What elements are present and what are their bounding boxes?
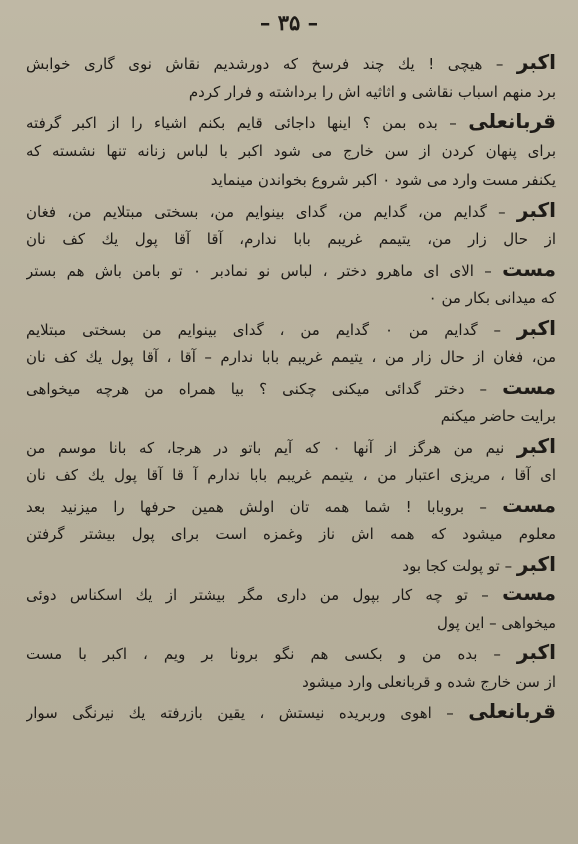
speaker-name: مست [502, 256, 556, 281]
text-line [26, 48, 556, 78]
line-text: – اهوی وربریده نیستش ، یقین بازرفته یك نیرنگی سوار [26, 704, 469, 722]
line-text: – هیچی ! یك چند فرسخ که دورشدیم نقاش نوی گاری خوابش [26, 55, 517, 73]
text-line [26, 432, 556, 462]
text-line [26, 609, 556, 639]
speaker-name: اکبر [516, 640, 556, 664]
speaker-name: مست [502, 374, 556, 399]
speaker-name: اکبر [516, 197, 556, 222]
line-text: – گدایم من، گدایم من، گدای بینوایم من، بسختی مبتلایم من، فغان [26, 202, 517, 221]
text-line [26, 697, 556, 727]
speaker-name: اکبر [516, 315, 556, 340]
line-text: – بده بمن ؟ اینها داجائی قایم بکنم اشیاء را از اکبر گرفته [26, 114, 469, 132]
speaker-name: مست [502, 581, 556, 605]
speaker-name: قربانعلی [468, 109, 556, 133]
page-number: – ۳۵ – [259, 10, 319, 35]
text-line [26, 461, 556, 491]
text-line [26, 196, 556, 226]
line-text: میخواهی – این پول [437, 613, 556, 632]
text-line [26, 520, 556, 550]
text-line [26, 579, 556, 609]
text-line [26, 343, 556, 373]
line-text: از سن خارج شده و قربانعلی وارد میشود [302, 672, 556, 691]
text-line [26, 373, 556, 403]
line-text: – بروبابا ! شما همه تان اولش همین حرفها را میزنید بعد [26, 497, 503, 516]
text-line [26, 491, 556, 521]
speaker-name: اکبر [516, 551, 556, 576]
line-text: نیم من هرگز از آنها ۰ که آیم باتو در هرجا، که بانا موسم من [26, 438, 517, 457]
text-line [26, 638, 556, 668]
text-line [26, 668, 556, 698]
speaker-name: اکبر [516, 50, 556, 74]
line-text: برای پنهان کردن از سن خارج می شود اکبر با لباس زنانه تنها نشسته که [26, 141, 556, 160]
text-line [26, 78, 556, 108]
speaker-name: مست [502, 492, 556, 517]
line-text: – بده من و بکسی هم نگو برونا بر ویم ، اکبر با مست [26, 645, 517, 663]
line-text: یکنفر مست وارد می شود ۰ اکبر شروع بخواندن مینماید [210, 171, 556, 189]
line-text: – تو چه کار بپول من داری مگر بیشتر از یك اسکناس دوئی [26, 586, 503, 604]
dialogue-text [26, 48, 556, 727]
line-text: – دختر گدائی میکنی چکنی ؟ بیا همراه من هرچه میخواهی [26, 379, 503, 398]
text-line [26, 107, 556, 137]
text-line [26, 314, 556, 344]
line-text: من، فغان از حال زار من ، یتیمم غریبم بابا ندارم – آقا ، آقا پول یك کف نان [26, 348, 556, 366]
line-text: معلوم میشود که همه اش ناز وغمزه است برای پول بیشتر گرفتن [26, 525, 556, 543]
line-text: از حال زار من، یتیمم غریبم بابا ندارم، آقا آقا پول یك کف نان [26, 230, 556, 248]
line-text: برایت حاضر میکنم [440, 407, 556, 425]
line-text: – الای ای ماهرو دختر ، لباس نو نمادبر ۰ تو بامن باش هم بستر [26, 261, 503, 280]
line-text: ای آقا ، مریزی اعتبار من ، یتیمم غریبم بابا ندارم آ قا آقا پول یك کف نان [26, 466, 556, 484]
text-line [26, 225, 556, 255]
speaker-name: قربانعلی [468, 699, 556, 723]
text-line [26, 255, 556, 285]
line-text: – گدایم من ۰ گدایم من ، گدای بینوایم من بسختی مبتلایم [26, 320, 517, 339]
text-line [26, 284, 556, 314]
text-line [26, 550, 556, 580]
text-line [26, 166, 556, 196]
line-text: – تو پولت کجا بود [402, 556, 517, 575]
text-line [26, 137, 556, 167]
line-text: برد منهم اسباب نقاشی و اثاثیه اش را برداشته و فرار کردم [188, 82, 556, 101]
text-line [26, 402, 556, 432]
line-text: که میدانی بکار من ۰ [428, 289, 556, 307]
speaker-name: اکبر [516, 433, 556, 458]
